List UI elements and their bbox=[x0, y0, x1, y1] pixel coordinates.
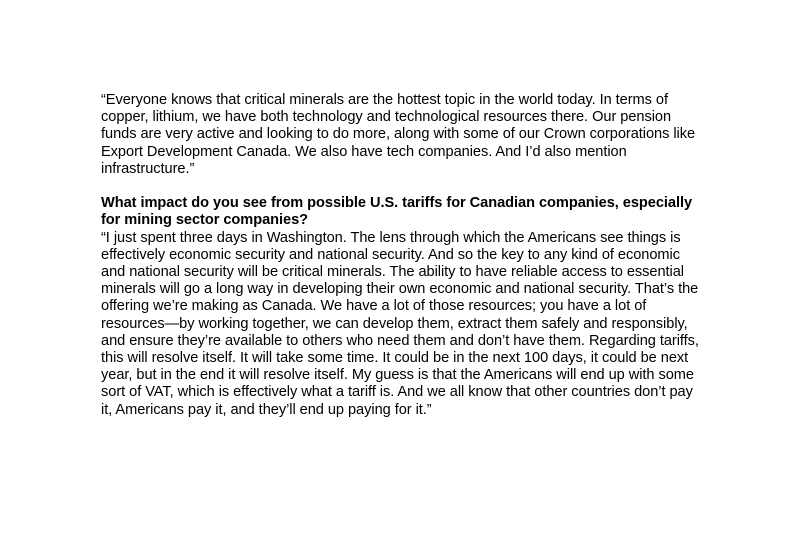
interview-answer: “I just spent three days in Washington. The lens through which the Americans see things is effectively economic security and national security. And so the key to any kind of economic and national security will be critical minerals. The ability to have reliable access to essential minerals will go a long way in developing their own economic and national security. That’s the offering we’re making as Canada. We have a lot of those resources; you have a lot of resources—by working together, we can develop them, extract them safely and responsibly, and ensure they’re available to others who need them and don’t have them. Regarding tariffs, this will resolve itself. It will take some time. It could be in the next 100 days, it could be next year, but in the end it will resolve itself. My guess is that the Americans will end up with some sort of VAT, which is effectively what a tariff is. And we all know that other countries don’t pay it, Americans pay it, and they’ll end up paying for it.” bbox=[101, 229, 699, 418]
intro-quote-paragraph: “Everyone knows that critical minerals are the hottest topic in the world today. In terms of copper, lithium, we have both technology and technological resources there. Our pension funds are very active and looking to do more, along with some of our Crown corporations like Export Development Canada. We also have tech companies. And I’d also mention infrastructure.” bbox=[101, 92, 696, 177]
article-body bbox=[101, 92, 706, 419]
interview-question: What impact do you see from possible U.S. tariffs for Canadian companies, especially for mining sector companies? bbox=[101, 195, 693, 229]
